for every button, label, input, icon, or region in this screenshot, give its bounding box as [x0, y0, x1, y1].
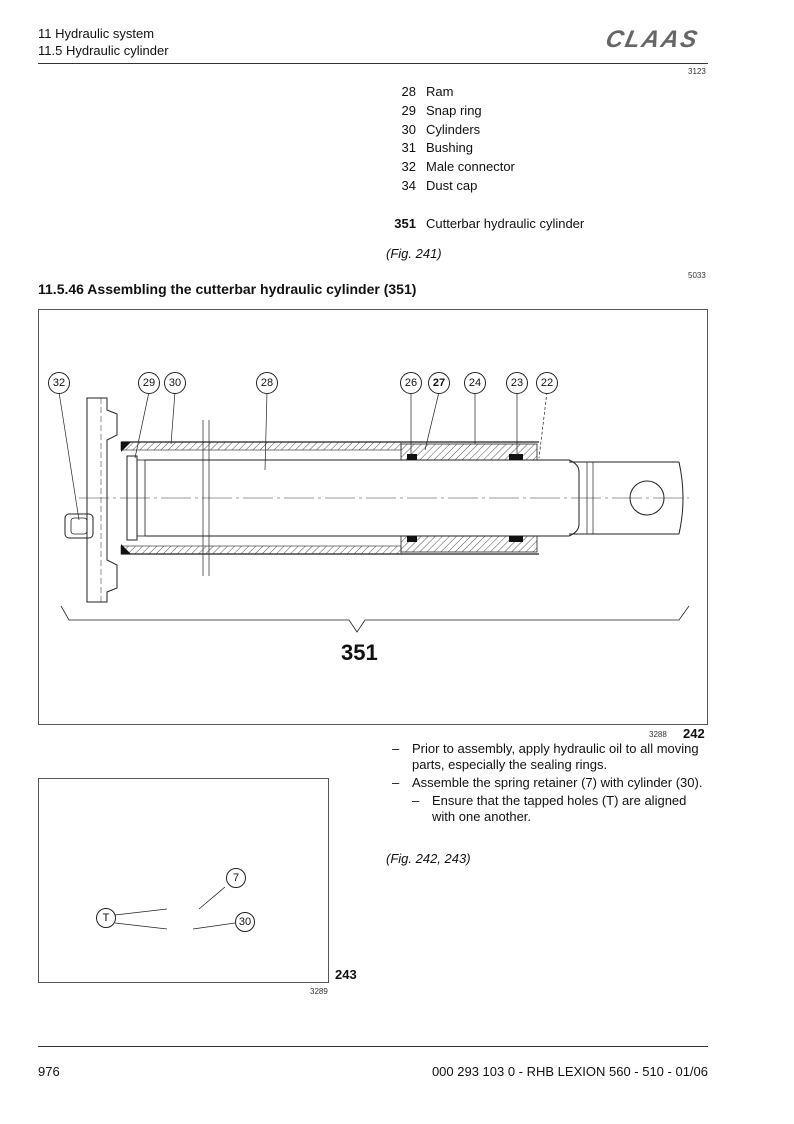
figure-242-number: 242	[683, 726, 705, 741]
callout-30: 30	[164, 372, 186, 394]
instruction-list	[392, 741, 710, 827]
fig242-code: 3288	[649, 730, 667, 739]
callout-24: 24	[464, 372, 486, 394]
section-title: 11.5 Hydraulic cylinder	[38, 43, 169, 58]
page-number: 976	[38, 1064, 60, 1079]
footer-rule	[38, 1046, 708, 1047]
document-id: 000 293 103 0 - RHB LEXION 560 - 510 - 01/06	[431, 1064, 708, 1079]
callout-26: 26	[400, 372, 422, 394]
callout-22: 22	[536, 372, 558, 394]
instruction-step: – Assemble the spring retainer (7) with cylinder (30).	[392, 775, 703, 790]
callout-23: 23	[506, 372, 528, 394]
figure-reference-242-243: (Fig. 242, 243)	[386, 851, 471, 866]
callout-29: 29	[138, 372, 160, 394]
legend-item: 34 Dust cap	[401, 177, 478, 193]
spring-retainer-drawing	[39, 779, 328, 982]
instruction-step: – Prior to assembly, apply hydraulic oil to all moving parts, especially the sealing rings.	[392, 741, 699, 772]
header-rule	[38, 63, 708, 64]
parts-legend	[390, 83, 584, 234]
callout-7: 7	[226, 868, 246, 888]
figure-243-frame	[38, 778, 329, 983]
legend-assembly: 351 Cutterbar hydraulic cylinder	[394, 215, 585, 231]
fig243-code: 3289	[310, 987, 328, 996]
callout-T: T	[96, 908, 116, 928]
legend-code: 3123	[688, 67, 706, 76]
figure-243-number: 243	[335, 967, 357, 982]
callout-32: 32	[48, 372, 70, 394]
claas-logo: CLAAS	[603, 26, 702, 53]
legend-item: 31 Bushing	[401, 140, 473, 156]
instruction-substep: – Ensure that the tapped holes (T) are aligned with one another.	[412, 793, 687, 824]
figure-reference: (Fig. 241)	[386, 246, 442, 261]
callout-30: 30	[235, 912, 255, 932]
callout-28: 28	[256, 372, 278, 394]
figure-242-frame	[38, 309, 708, 725]
legend-item: 29 Snap ring	[401, 102, 482, 118]
legend-item: 32 Male connector	[401, 159, 515, 175]
legend-item: 28 Ram	[401, 84, 454, 99]
heading-code: 5033	[688, 271, 706, 280]
legend-item: 30 Cylinders	[401, 121, 481, 137]
assembly-label-351: 351	[341, 640, 378, 665]
section-heading: 11.5.46 Assembling the cutterbar hydraulic cylinder (351)	[38, 281, 417, 297]
callout-27: 27	[428, 372, 450, 394]
chapter-title: 11 Hydraulic system	[38, 26, 155, 41]
